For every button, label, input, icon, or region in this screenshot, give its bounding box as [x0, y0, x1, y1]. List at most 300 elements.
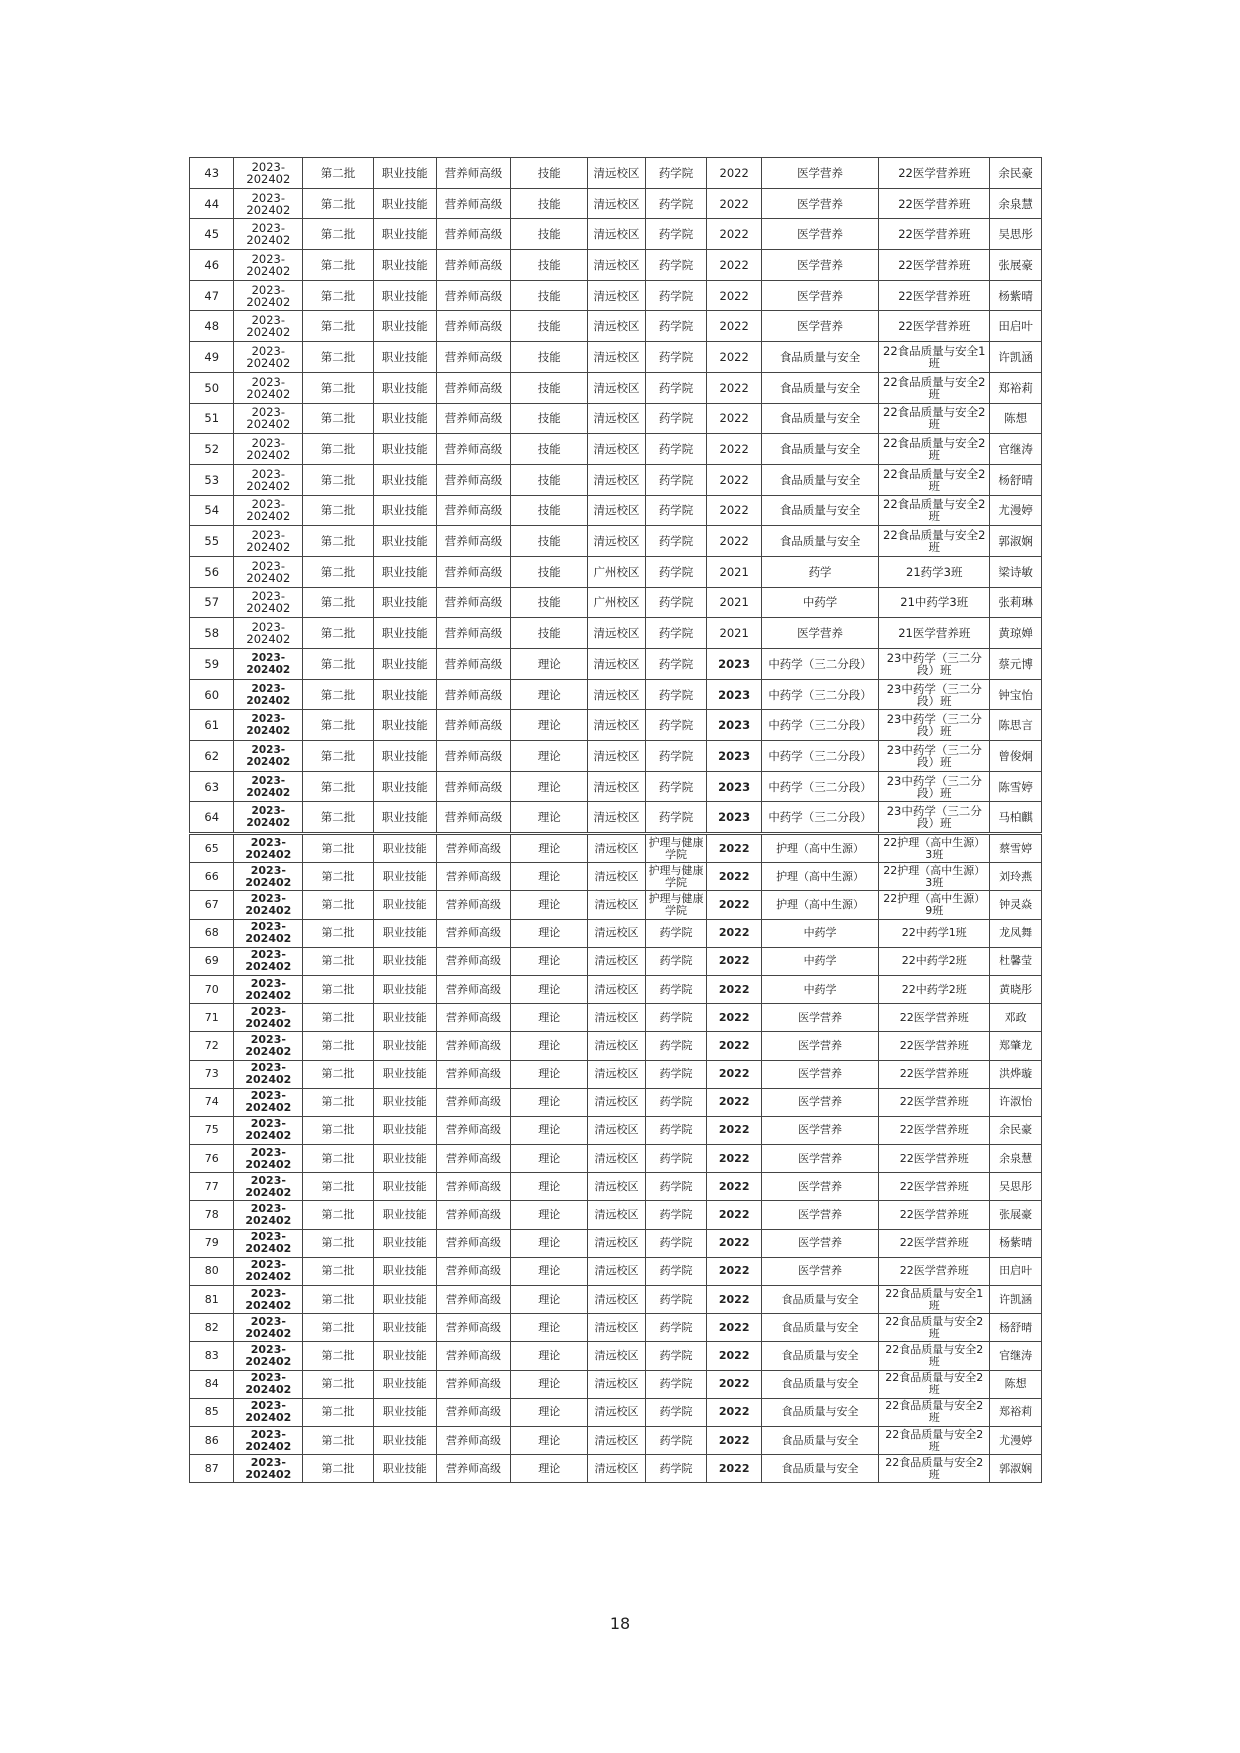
major-cell: 食品质量与安全	[761, 1398, 878, 1426]
college-cell: 药学院	[645, 1060, 707, 1088]
academic-term-cell: 2023-202402	[234, 526, 303, 557]
college-cell: 药学院	[645, 975, 707, 1003]
row-number-cell: 64	[190, 802, 234, 833]
academic-term-cell: 2023-202402	[234, 1257, 303, 1285]
grade-year-cell: 2022	[707, 158, 762, 189]
exam-type-cell: 理论	[511, 947, 588, 975]
campus-cell: 清远校区	[588, 372, 646, 403]
certificate-cell: 营养师高级	[436, 556, 511, 587]
exam-type-cell: 技能	[511, 587, 588, 618]
row-number-cell: 66	[190, 863, 234, 891]
batch-cell: 第二批	[303, 1032, 374, 1060]
exam-type-cell: 技能	[511, 342, 588, 373]
college-cell: 药学院	[645, 158, 707, 189]
table-row	[190, 1314, 1042, 1342]
class-name-cell: 22食品质量与安全2班	[879, 495, 990, 526]
table-row	[190, 1173, 1042, 1201]
table-row	[190, 495, 1042, 526]
batch-cell: 第二批	[303, 1342, 374, 1370]
exam-type-cell: 技能	[511, 158, 588, 189]
certificate-cell: 营养师高级	[436, 280, 511, 311]
class-name-cell: 22食品质量与安全1班	[879, 342, 990, 373]
category-cell: 职业技能	[373, 219, 436, 250]
campus-cell: 清远校区	[588, 802, 646, 833]
batch-cell: 第二批	[303, 975, 374, 1003]
row-number-cell: 47	[190, 280, 234, 311]
grade-year-cell: 2022	[707, 1116, 762, 1144]
campus-cell: 清远校区	[588, 1145, 646, 1173]
certificate-cell: 营养师高级	[436, 710, 511, 741]
student-name-cell: 邓政	[990, 1004, 1042, 1032]
table-row	[190, 710, 1042, 741]
student-name-cell: 许凯涵	[990, 342, 1042, 373]
campus-cell: 清远校区	[588, 771, 646, 802]
category-cell: 职业技能	[373, 526, 436, 557]
class-name-cell: 22食品质量与安全2班	[879, 434, 990, 465]
campus-cell: 清远校区	[588, 919, 646, 947]
class-name-cell: 23中药学（三二分段）班	[879, 649, 990, 680]
major-cell: 食品质量与安全	[761, 342, 878, 373]
row-number-cell: 78	[190, 1201, 234, 1229]
class-name-cell: 22医学营养班	[879, 311, 990, 342]
campus-cell: 清远校区	[588, 618, 646, 649]
campus-cell: 清远校区	[588, 280, 646, 311]
exam-type-cell: 理论	[511, 679, 588, 710]
student-name-cell: 郑裕莉	[990, 372, 1042, 403]
table-row	[190, 618, 1042, 649]
college-cell: 药学院	[645, 802, 707, 833]
college-cell: 药学院	[645, 1173, 707, 1201]
certificate-cell: 营养师高级	[436, 863, 511, 891]
campus-cell: 清远校区	[588, 649, 646, 680]
batch-cell: 第二批	[303, 1398, 374, 1426]
class-name-cell: 22医学营养班	[879, 1201, 990, 1229]
grade-year-cell: 2022	[707, 372, 762, 403]
category-cell: 职业技能	[373, 1088, 436, 1116]
batch-cell: 第二批	[303, 1004, 374, 1032]
major-cell: 医学营养	[761, 1145, 878, 1173]
table-row	[190, 1229, 1042, 1257]
college-cell: 护理与健康学院	[645, 835, 707, 863]
certificate-cell: 营养师高级	[436, 158, 511, 189]
certificate-cell: 营养师高级	[436, 219, 511, 250]
exam-type-cell: 技能	[511, 526, 588, 557]
row-number-cell: 54	[190, 495, 234, 526]
college-cell: 药学院	[645, 280, 707, 311]
student-name-cell: 张展豪	[990, 1201, 1042, 1229]
class-name-cell: 22医学营养班	[879, 188, 990, 219]
row-number-cell: 87	[190, 1455, 234, 1483]
exam-type-cell: 理论	[511, 710, 588, 741]
academic-term-cell: 2023-202402	[234, 219, 303, 250]
table-row	[190, 1455, 1042, 1483]
certificate-cell: 营养师高级	[436, 1229, 511, 1257]
batch-cell: 第二批	[303, 679, 374, 710]
academic-term-cell: 2023-202402	[234, 1314, 303, 1342]
category-cell: 职业技能	[373, 1342, 436, 1370]
certificate-cell: 营养师高级	[436, 891, 511, 919]
grade-year-cell: 2022	[707, 250, 762, 281]
certificate-cell: 营养师高级	[436, 250, 511, 281]
academic-term-cell: 2023-202402	[234, 802, 303, 833]
college-cell: 药学院	[645, 649, 707, 680]
academic-term-cell: 2023-202402	[234, 1060, 303, 1088]
table-row	[190, 1088, 1042, 1116]
table-row	[190, 1060, 1042, 1088]
batch-cell: 第二批	[303, 947, 374, 975]
exam-type-cell: 理论	[511, 1370, 588, 1398]
student-name-cell: 许凯涵	[990, 1286, 1042, 1314]
grade-year-cell: 2022	[707, 835, 762, 863]
major-cell: 中药学	[761, 587, 878, 618]
grade-year-cell: 2022	[707, 975, 762, 1003]
row-number-cell: 85	[190, 1398, 234, 1426]
class-name-cell: 22医学营养班	[879, 250, 990, 281]
table-row	[190, 342, 1042, 373]
class-name-cell: 22食品质量与安全2班	[879, 1370, 990, 1398]
row-number-cell: 59	[190, 649, 234, 680]
class-name-cell: 21医学营养班	[879, 618, 990, 649]
certificate-cell: 营养师高级	[436, 1398, 511, 1426]
academic-term-cell: 2023-202402	[234, 835, 303, 863]
exam-type-cell: 理论	[511, 1004, 588, 1032]
row-number-cell: 57	[190, 587, 234, 618]
major-cell: 医学营养	[761, 618, 878, 649]
certificate-cell: 营养师高级	[436, 1173, 511, 1201]
college-cell: 药学院	[645, 188, 707, 219]
college-cell: 药学院	[645, 587, 707, 618]
campus-cell: 清远校区	[588, 188, 646, 219]
grade-year-cell: 2022	[707, 863, 762, 891]
category-cell: 职业技能	[373, 280, 436, 311]
campus-cell: 清远校区	[588, 1116, 646, 1144]
grade-year-cell: 2022	[707, 1173, 762, 1201]
student-name-cell: 蔡雪婷	[990, 835, 1042, 863]
campus-cell: 清远校区	[588, 1088, 646, 1116]
certificate-cell: 营养师高级	[436, 372, 511, 403]
campus-cell: 清远校区	[588, 710, 646, 741]
campus-cell: 清远校区	[588, 1286, 646, 1314]
campus-cell: 清远校区	[588, 835, 646, 863]
grade-year-cell: 2022	[707, 403, 762, 434]
college-cell: 药学院	[645, 1201, 707, 1229]
certificate-cell: 营养师高级	[436, 495, 511, 526]
academic-term-cell: 2023-202402	[234, 587, 303, 618]
exam-type-cell: 理论	[511, 1145, 588, 1173]
academic-term-cell: 2023-202402	[234, 679, 303, 710]
college-cell: 药学院	[645, 947, 707, 975]
college-cell: 药学院	[645, 1257, 707, 1285]
college-cell: 药学院	[645, 372, 707, 403]
batch-cell: 第二批	[303, 403, 374, 434]
batch-cell: 第二批	[303, 1145, 374, 1173]
major-cell: 中药学	[761, 975, 878, 1003]
category-cell: 职业技能	[373, 710, 436, 741]
grade-year-cell: 2022	[707, 1314, 762, 1342]
category-cell: 职业技能	[373, 1173, 436, 1201]
major-cell: 医学营养	[761, 1032, 878, 1060]
category-cell: 职业技能	[373, 679, 436, 710]
certificate-cell: 营养师高级	[436, 919, 511, 947]
major-cell: 食品质量与安全	[761, 372, 878, 403]
table-row	[190, 1004, 1042, 1032]
batch-cell: 第二批	[303, 1370, 374, 1398]
batch-cell: 第二批	[303, 771, 374, 802]
row-number-cell: 67	[190, 891, 234, 919]
exam-type-cell: 技能	[511, 219, 588, 250]
major-cell: 食品质量与安全	[761, 1370, 878, 1398]
college-cell: 药学院	[645, 1398, 707, 1426]
category-cell: 职业技能	[373, 434, 436, 465]
table-row	[190, 1426, 1042, 1454]
certificate-cell: 营养师高级	[436, 188, 511, 219]
table-row	[190, 250, 1042, 281]
major-cell: 医学营养	[761, 158, 878, 189]
student-name-cell: 余泉慧	[990, 1145, 1042, 1173]
class-name-cell: 22医学营养班	[879, 1004, 990, 1032]
table-row	[190, 1257, 1042, 1285]
student-name-cell: 钟宝怡	[990, 679, 1042, 710]
certificate-cell: 营养师高级	[436, 835, 511, 863]
major-cell: 医学营养	[761, 219, 878, 250]
certificate-cell: 营养师高级	[436, 311, 511, 342]
major-cell: 食品质量与安全	[761, 1426, 878, 1454]
batch-cell: 第二批	[303, 1173, 374, 1201]
grade-year-cell: 2022	[707, 1286, 762, 1314]
exam-type-cell: 理论	[511, 1257, 588, 1285]
batch-cell: 第二批	[303, 710, 374, 741]
exam-type-cell: 技能	[511, 250, 588, 281]
batch-cell: 第二批	[303, 556, 374, 587]
grade-year-cell: 2022	[707, 1088, 762, 1116]
class-name-cell: 22医学营养班	[879, 1088, 990, 1116]
major-cell: 食品质量与安全	[761, 1286, 878, 1314]
major-cell: 中药学（三二分段）	[761, 741, 878, 772]
student-name-cell: 马柏麒	[990, 802, 1042, 833]
exam-type-cell: 理论	[511, 891, 588, 919]
row-number-cell: 61	[190, 710, 234, 741]
category-cell: 职业技能	[373, 1060, 436, 1088]
academic-term-cell: 2023-202402	[234, 1201, 303, 1229]
row-number-cell: 84	[190, 1370, 234, 1398]
row-number-cell: 86	[190, 1426, 234, 1454]
grade-year-cell: 2023	[707, 679, 762, 710]
class-name-cell: 22护理（高中生源）9班	[879, 891, 990, 919]
college-cell: 药学院	[645, 1088, 707, 1116]
certificate-cell: 营养师高级	[436, 464, 511, 495]
campus-cell: 清远校区	[588, 311, 646, 342]
category-cell: 职业技能	[373, 1370, 436, 1398]
grade-year-cell: 2022	[707, 1455, 762, 1483]
grade-year-cell: 2022	[707, 464, 762, 495]
row-number-cell: 76	[190, 1145, 234, 1173]
category-cell: 职业技能	[373, 372, 436, 403]
major-cell: 食品质量与安全	[761, 434, 878, 465]
class-name-cell: 22医学营养班	[879, 1116, 990, 1144]
class-name-cell: 23中药学（三二分段）班	[879, 802, 990, 833]
batch-cell: 第二批	[303, 1455, 374, 1483]
grade-year-cell: 2022	[707, 947, 762, 975]
certificate-cell: 营养师高级	[436, 1370, 511, 1398]
grade-year-cell: 2023	[707, 649, 762, 680]
academic-term-cell: 2023-202402	[234, 556, 303, 587]
academic-term-cell: 2023-202402	[234, 495, 303, 526]
college-cell: 药学院	[645, 250, 707, 281]
campus-cell: 清远校区	[588, 1201, 646, 1229]
academic-term-cell: 2023-202402	[234, 975, 303, 1003]
certificate-cell: 营养师高级	[436, 434, 511, 465]
row-number-cell: 62	[190, 741, 234, 772]
category-cell: 职业技能	[373, 1229, 436, 1257]
table-row	[190, 372, 1042, 403]
class-name-cell: 22中药学2班	[879, 947, 990, 975]
batch-cell: 第二批	[303, 250, 374, 281]
category-cell: 职业技能	[373, 891, 436, 919]
batch-cell: 第二批	[303, 1116, 374, 1144]
certificate-cell: 营养师高级	[436, 342, 511, 373]
grade-year-cell: 2023	[707, 741, 762, 772]
grade-year-cell: 2023	[707, 771, 762, 802]
class-name-cell: 23中药学（三二分段）班	[879, 679, 990, 710]
row-number-cell: 81	[190, 1286, 234, 1314]
student-name-cell: 陈想	[990, 1370, 1042, 1398]
row-number-cell: 43	[190, 158, 234, 189]
table-row	[190, 679, 1042, 710]
student-name-cell: 张展豪	[990, 250, 1042, 281]
major-cell: 医学营养	[761, 1116, 878, 1144]
row-number-cell: 63	[190, 771, 234, 802]
campus-cell: 清远校区	[588, 158, 646, 189]
major-cell: 中药学（三二分段）	[761, 710, 878, 741]
category-cell: 职业技能	[373, 1004, 436, 1032]
certificate-cell: 营养师高级	[436, 1342, 511, 1370]
table-row	[190, 1116, 1042, 1144]
campus-cell: 清远校区	[588, 1314, 646, 1342]
academic-term-cell: 2023-202402	[234, 434, 303, 465]
major-cell: 医学营养	[761, 1004, 878, 1032]
grade-year-cell: 2021	[707, 618, 762, 649]
grade-year-cell: 2022	[707, 1032, 762, 1060]
table-row	[190, 919, 1042, 947]
batch-cell: 第二批	[303, 158, 374, 189]
category-cell: 职业技能	[373, 250, 436, 281]
major-cell: 医学营养	[761, 188, 878, 219]
exam-type-cell: 理论	[511, 1314, 588, 1342]
exam-type-cell: 理论	[511, 802, 588, 833]
student-name-cell: 刘玲燕	[990, 863, 1042, 891]
category-cell: 职业技能	[373, 1398, 436, 1426]
category-cell: 职业技能	[373, 649, 436, 680]
student-name-cell: 杨紫晴	[990, 280, 1042, 311]
academic-term-cell: 2023-202402	[234, 372, 303, 403]
campus-cell: 清远校区	[588, 679, 646, 710]
grade-year-cell: 2022	[707, 495, 762, 526]
exam-type-cell: 技能	[511, 403, 588, 434]
row-number-cell: 68	[190, 919, 234, 947]
college-cell: 药学院	[645, 1032, 707, 1060]
college-cell: 药学院	[645, 1116, 707, 1144]
academic-term-cell: 2023-202402	[234, 1286, 303, 1314]
campus-cell: 清远校区	[588, 1455, 646, 1483]
table-row	[190, 1370, 1042, 1398]
major-cell: 医学营养	[761, 280, 878, 311]
exam-type-cell: 理论	[511, 863, 588, 891]
academic-term-cell: 2023-202402	[234, 403, 303, 434]
grade-year-cell: 2022	[707, 1229, 762, 1257]
student-name-cell: 曾俊炯	[990, 741, 1042, 772]
college-cell: 药学院	[645, 1342, 707, 1370]
class-name-cell: 22食品质量与安全2班	[879, 526, 990, 557]
college-cell: 药学院	[645, 526, 707, 557]
category-cell: 职业技能	[373, 863, 436, 891]
category-cell: 职业技能	[373, 587, 436, 618]
campus-cell: 清远校区	[588, 526, 646, 557]
certificate-cell: 营养师高级	[436, 679, 511, 710]
grade-year-cell: 2022	[707, 188, 762, 219]
campus-cell: 清远校区	[588, 1032, 646, 1060]
student-name-cell: 尤漫婷	[990, 1426, 1042, 1454]
student-name-cell: 郭淑娴	[990, 1455, 1042, 1483]
academic-term-cell: 2023-202402	[234, 158, 303, 189]
table-row	[190, 771, 1042, 802]
category-cell: 职业技能	[373, 618, 436, 649]
major-cell: 医学营养	[761, 1060, 878, 1088]
major-cell: 医学营养	[761, 1257, 878, 1285]
academic-term-cell: 2023-202402	[234, 1342, 303, 1370]
student-name-cell: 蔡元博	[990, 649, 1042, 680]
category-cell: 职业技能	[373, 1116, 436, 1144]
college-cell: 药学院	[645, 1314, 707, 1342]
student-name-cell: 黄晓彤	[990, 975, 1042, 1003]
major-cell: 中药学（三二分段）	[761, 802, 878, 833]
certificate-cell: 营养师高级	[436, 741, 511, 772]
class-name-cell: 22医学营养班	[879, 1173, 990, 1201]
campus-cell: 清远校区	[588, 1229, 646, 1257]
academic-term-cell: 2023-202402	[234, 863, 303, 891]
academic-term-cell: 2023-202402	[234, 1088, 303, 1116]
batch-cell: 第二批	[303, 1286, 374, 1314]
class-name-cell: 22食品质量与安全2班	[879, 1314, 990, 1342]
table-row	[190, 1286, 1042, 1314]
grade-year-cell: 2022	[707, 434, 762, 465]
college-cell: 药学院	[645, 710, 707, 741]
row-number-cell: 50	[190, 372, 234, 403]
certificate-cell: 营养师高级	[436, 1314, 511, 1342]
class-name-cell: 22食品质量与安全2班	[879, 1398, 990, 1426]
table-row	[190, 1201, 1042, 1229]
batch-cell: 第二批	[303, 434, 374, 465]
grade-year-cell: 2022	[707, 1004, 762, 1032]
class-name-cell: 22食品质量与安全2班	[879, 1426, 990, 1454]
batch-cell: 第二批	[303, 1229, 374, 1257]
exam-type-cell: 理论	[511, 1229, 588, 1257]
row-number-cell: 45	[190, 219, 234, 250]
campus-cell: 清远校区	[588, 891, 646, 919]
student-name-cell: 梁诗敏	[990, 556, 1042, 587]
category-cell: 职业技能	[373, 403, 436, 434]
table-row	[190, 802, 1042, 833]
exam-type-cell: 理论	[511, 1455, 588, 1483]
category-cell: 职业技能	[373, 1257, 436, 1285]
college-cell: 药学院	[645, 771, 707, 802]
table-row	[190, 219, 1042, 250]
student-name-cell: 官继涛	[990, 1342, 1042, 1370]
exam-type-cell: 理论	[511, 1342, 588, 1370]
grade-year-cell: 2022	[707, 1145, 762, 1173]
table-row	[190, 464, 1042, 495]
table-row	[190, 526, 1042, 557]
exam-type-cell: 技能	[511, 188, 588, 219]
